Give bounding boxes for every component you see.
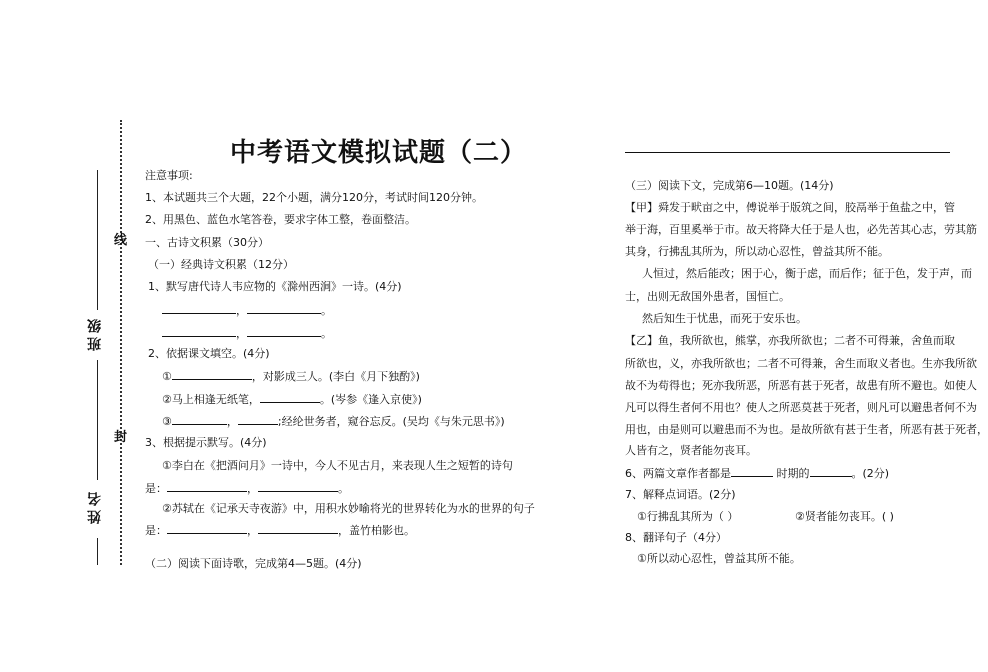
question-2-item-3: ③ ， ;经纶世务者，窥谷忘反。(吴均《与朱元思书》) — [162, 415, 505, 428]
passage-jia-line-4: 人恒过，然后能改；困于心，衡于虑，而后作；征于色，发于声，而 — [642, 267, 972, 280]
binding-label-xian: 线 — [114, 233, 128, 248]
q6-text-a: 6、两篇文章作者都是 — [625, 467, 731, 480]
question-8-item-1: ①所以动心忍性，曾益其所不能。 — [637, 552, 801, 565]
notice-heading: 注意事项: — [145, 169, 193, 182]
passage-yi-line-1: 【乙】鱼，我所欲也，熊掌，亦我所欲也；二者不可得兼，舍鱼而取 — [625, 334, 955, 347]
passage-jia-line-6: 然后知生于忧患，而死于安乐也。 — [642, 312, 807, 325]
answer-blank[interactable] — [167, 522, 247, 534]
notice-item-2: 2、用黑色、蓝色水笔答卷，要求字体工整，卷面整洁。 — [145, 213, 416, 226]
q6-text-b: 时期的 — [776, 467, 810, 480]
answer-blank[interactable] — [731, 465, 773, 477]
answer-blank[interactable] — [172, 413, 227, 425]
top-rule — [625, 152, 950, 153]
question-3-item-2-text: ②苏轼在《记承天寺夜游》中，用积水妙喻将光的世界转化为水的世界的句子 — [162, 502, 535, 515]
q1-answer-row-2: ， 。 — [162, 325, 332, 342]
q2-1-prefix: ① — [162, 370, 172, 383]
answer-blank[interactable] — [238, 413, 278, 425]
question-7-item-2: ②贤者能勿丧耳。( ) — [795, 510, 894, 523]
question-2-item-1 — [162, 368, 420, 385]
q2-2-prefix: ②马上相逢无纸笔， — [162, 393, 260, 406]
student-name-label: 姓名 — [87, 488, 103, 524]
passage-yi-line-4: 凡可以得生者何不用也？使人之所恶莫甚于死者，则凡可以避患者何不为 — [625, 401, 977, 414]
answer-blank[interactable] — [260, 391, 320, 403]
question-2-item-2 — [162, 391, 422, 408]
passage-jia-line-3: 其身，行拂乱其所为，所以动心忍性，曾益其所不能。 — [625, 245, 889, 258]
answer-blank[interactable] — [247, 302, 321, 314]
answer-blank[interactable] — [167, 480, 247, 492]
q2-2-suffix: 。(岑参《逢入京使》) — [319, 393, 422, 406]
answer-blank[interactable] — [162, 325, 236, 337]
q2-3-prefix: ③ — [162, 415, 172, 428]
question-3: 3、根据提示默写。(4分) — [145, 436, 267, 449]
passage-yi-line-5: 用也，由是则可以避患而不为也。是故所欲有甚于生者，所恶有甚于死者， — [625, 423, 988, 436]
question-1: 1、默写唐代诗人韦应物的《滁州西涧》一诗。(4分) — [148, 280, 402, 293]
subsection-2-heading: （二）阅读下面诗歌，完成第4—5题。(4分) — [145, 557, 362, 570]
passage-jia-line-1: 【甲】舜发于畎亩之中，傅说举于版筑之间，胶鬲举于鱼盐之中，管 — [625, 201, 955, 214]
section-1-heading: 一、古诗文积累（30分） — [145, 236, 269, 249]
class-name-line — [97, 170, 98, 310]
notice-item-1: 1、本试题共三个大题，22个小题，满分120分，考试时间120分钟。 — [145, 191, 483, 204]
passage-yi-line-2: 所欲也，义，亦我所欲也；二者不可得兼，舍生而取义者也。生亦我所欲 — [625, 357, 977, 370]
question-2: 2、依据课文填空。(4分) — [148, 347, 270, 360]
subsection-3-heading: （三）阅读下文，完成第6—10题。(14分) — [625, 179, 834, 192]
passage-yi-line-3: 故不为苟得也；死亦我所恶，所恶有甚于死者，故患有所不避也。如使人 — [625, 379, 977, 392]
passage-yi-line-6: 人皆有之，贤者能勿丧耳。 — [625, 444, 757, 457]
class-field-line — [97, 360, 98, 480]
q2-3-suffix: ;经纶世务者，窥谷忘反。(吴均《与朱元思书》) — [277, 415, 505, 428]
question-6 — [625, 465, 889, 482]
student-name-line — [97, 538, 98, 565]
answer-blank[interactable] — [258, 522, 338, 534]
answer-blank[interactable] — [162, 302, 236, 314]
answer-blank[interactable] — [172, 368, 252, 380]
q3-2-suffix: ，盖竹柏影也。 — [338, 524, 415, 537]
passage-jia-line-2: 举于海，百里奚举于市。故天将降大任于是人也，必先苦其心志，劳其筋 — [625, 223, 977, 236]
q3-2-lead: 是： — [145, 524, 167, 537]
subsection-1-heading: （一）经典诗文积累（12分） — [148, 258, 294, 271]
question-3-item-1-text: ①李白在《把酒问月》一诗中，今人不见古月，来表现人生之短暂的诗句 — [162, 459, 513, 472]
page-title: 中考语文模拟试题（二） — [230, 138, 528, 168]
q1-answer-row-1: ， 。 — [162, 302, 332, 319]
answer-blank[interactable] — [247, 325, 321, 337]
answer-blank[interactable] — [258, 480, 338, 492]
q3-1-lead: 是： — [145, 482, 167, 495]
question-7: 7、解释点词语。(2分) — [625, 488, 736, 501]
question-3-item-1-answer: 是： ， 。 — [145, 482, 349, 495]
passage-jia-line-5: 士，出则无敌国外患者，国恒亡。 — [625, 290, 790, 303]
binding-label-feng: 封 — [114, 430, 128, 445]
question-8: 8、翻译句子（4分） — [625, 531, 727, 544]
binding-dotted-line — [120, 120, 122, 565]
class-label: 班级 — [87, 315, 103, 351]
q2-1-suffix: ，对影成三人。(李白《月下独酌》) — [251, 370, 420, 383]
question-3-item-2-answer: 是： ， ，盖竹柏影也。 — [145, 524, 415, 537]
q6-text-c: 。(2分) — [851, 467, 890, 480]
question-7-item-1: ①行拂乱其所为（ ） — [637, 510, 739, 523]
answer-blank[interactable] — [810, 465, 852, 477]
